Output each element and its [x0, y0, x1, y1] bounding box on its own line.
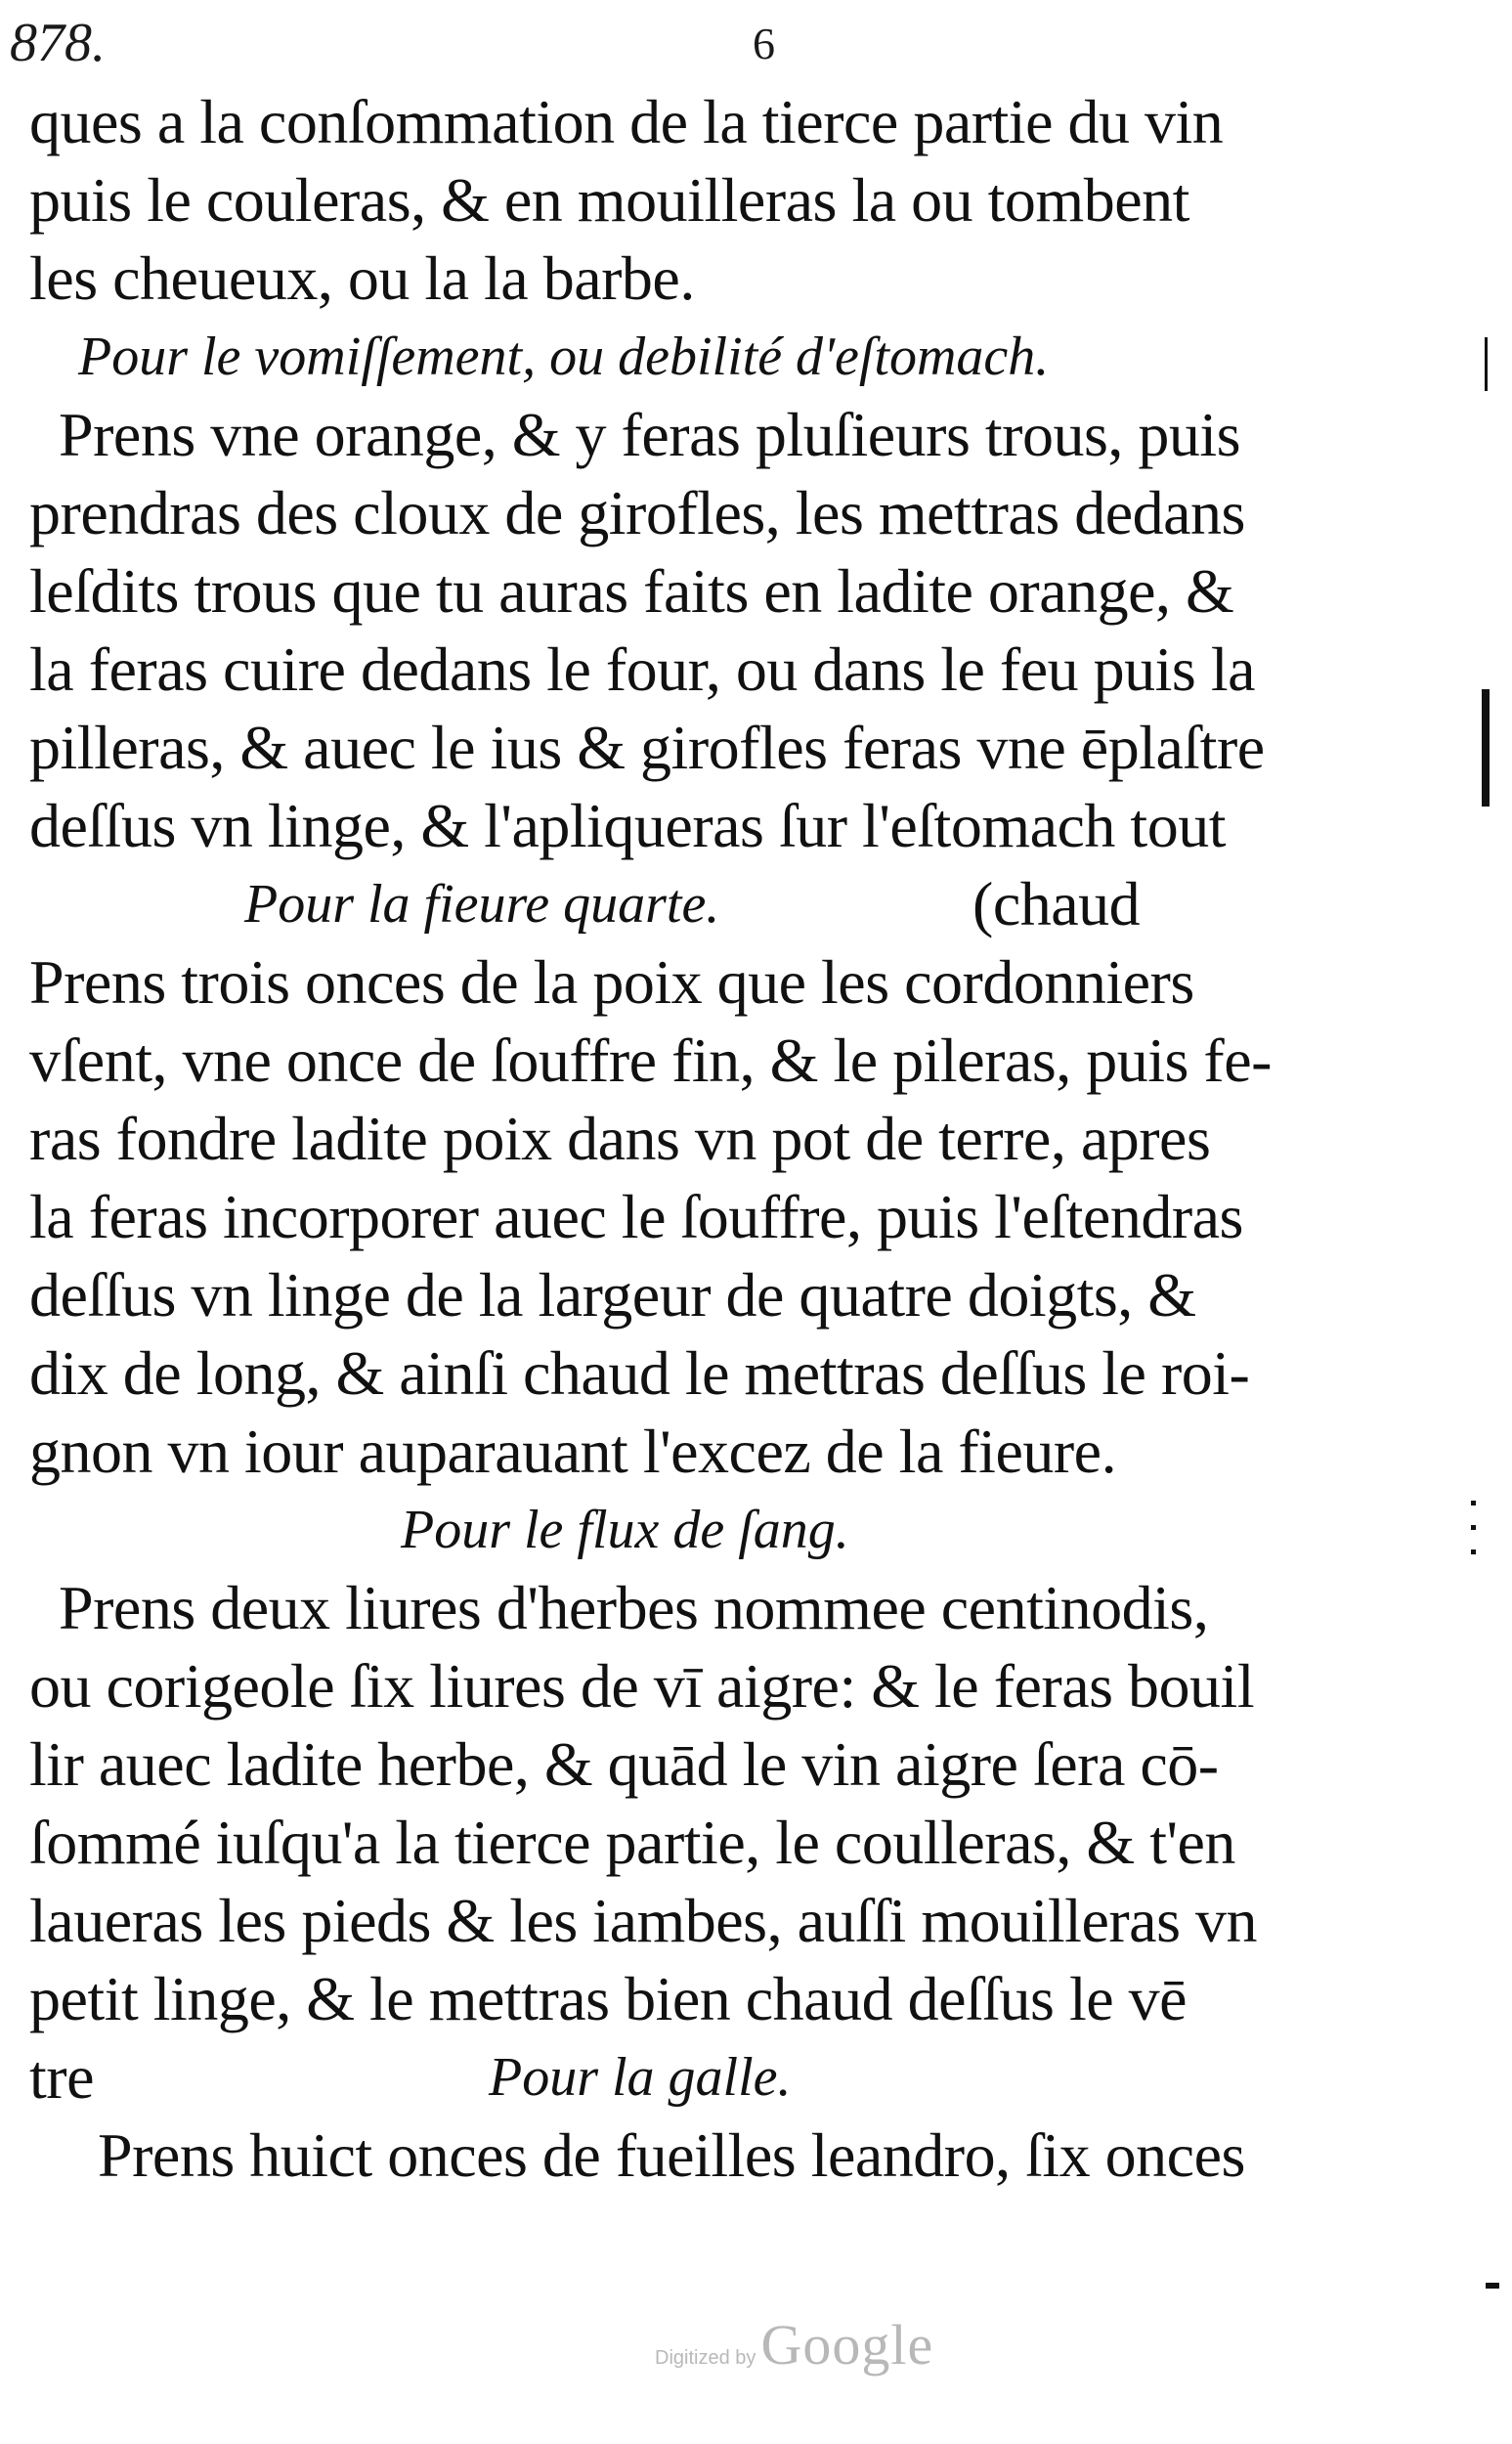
handwritten-shelf-mark: 878.	[10, 13, 106, 73]
text-line: pilleras, & auec le ius & girofles feras vne ēplaſtre	[29, 713, 1265, 782]
text-line: puis le couleras, & en mouilleras la ou tombent	[29, 165, 1189, 235]
text-line: tre	[29, 2042, 94, 2112]
text-line: ques a la conſommation de la tierce partie du vin	[29, 87, 1224, 156]
margin-bar-mark	[1482, 689, 1490, 807]
digitized-by-watermark	[655, 2312, 933, 2378]
text-line: la feras incorporer auec le ſouffre, puis l'eſtendras	[29, 1182, 1243, 1251]
page-number: 6	[753, 19, 775, 68]
text-line: ou corigeole ſix liures de vī aigre: & le feras bouil	[29, 1651, 1255, 1721]
text-line: prendras des cloux de girofles, les mettras dedans	[29, 478, 1245, 547]
text-line: deſſus vn linge, & l'apliqueras ſur l'eſtomach tout	[29, 791, 1226, 860]
text-line: lir auec ladite herbe, & quād le vin aigre ſera cō-	[29, 1729, 1219, 1799]
digitized-by-label: Digitized by	[655, 2347, 756, 2369]
text-line: vſent, vne once de ſouffre fin, & le pileras, puis fe-	[29, 1026, 1272, 1095]
section-heading-flux: Pour le flux de ſang.	[401, 1500, 849, 1560]
text-line: Prens vne orange, & y feras pluſieurs trous, puis	[59, 400, 1241, 469]
text-line: les cheueux, ou la la barbe.	[29, 243, 695, 313]
text-line: leſdits trous que tu auras faits en ladite orange, &	[29, 556, 1234, 626]
section-heading-vomissement: Pour le vomiſſement, ou debilité d'eſtomach.	[78, 327, 1050, 387]
section-heading-fieure: Pour la fieure quarte.	[244, 874, 720, 935]
margin-dot-mark	[1471, 1549, 1476, 1554]
text-line: ras fondre ladite poix dans vn pot de terre, apres	[29, 1104, 1211, 1173]
text-line: Prens huict onces de fueilles leandro, ſix onces	[98, 2120, 1245, 2190]
text-line: dix de long, & ainſi chaud le mettras deſſus le roi-	[29, 1338, 1250, 1408]
text-line: Prens trois onces de la poix que les cordonniers	[29, 947, 1194, 1017]
text-line: petit linge, & le mettras bien chaud deſſus le vē	[29, 1964, 1188, 2033]
margin-dot-mark	[1486, 2283, 1499, 2289]
section-heading-galle: Pour la galle.	[489, 2047, 792, 2108]
text-line: Prens deux liures d'herbes nommee centinodis,	[59, 1573, 1209, 1642]
margin-dot-mark	[1471, 1525, 1476, 1530]
text-line: deſſus vn linge de la largeur de quatre doigts, &	[29, 1260, 1196, 1330]
google-wordmark: Google	[760, 2313, 934, 2377]
margin-dot-mark	[1471, 1501, 1476, 1506]
text-line: la feras cuire dedans le four, ou dans le feu puis la	[29, 634, 1255, 704]
margin-bar-mark	[1485, 337, 1488, 391]
text-line: laueras les pieds & les iambes, auſſi mouilleras vn	[29, 1886, 1257, 1955]
text-line: ſommé iuſqu'a la tierce partie, le coulleras, & t'en	[29, 1808, 1235, 1877]
text-line: gnon vn iour auparauant l'excez de la fieure.	[29, 1417, 1117, 1486]
text-line-tail: (chaud	[972, 869, 1141, 938]
